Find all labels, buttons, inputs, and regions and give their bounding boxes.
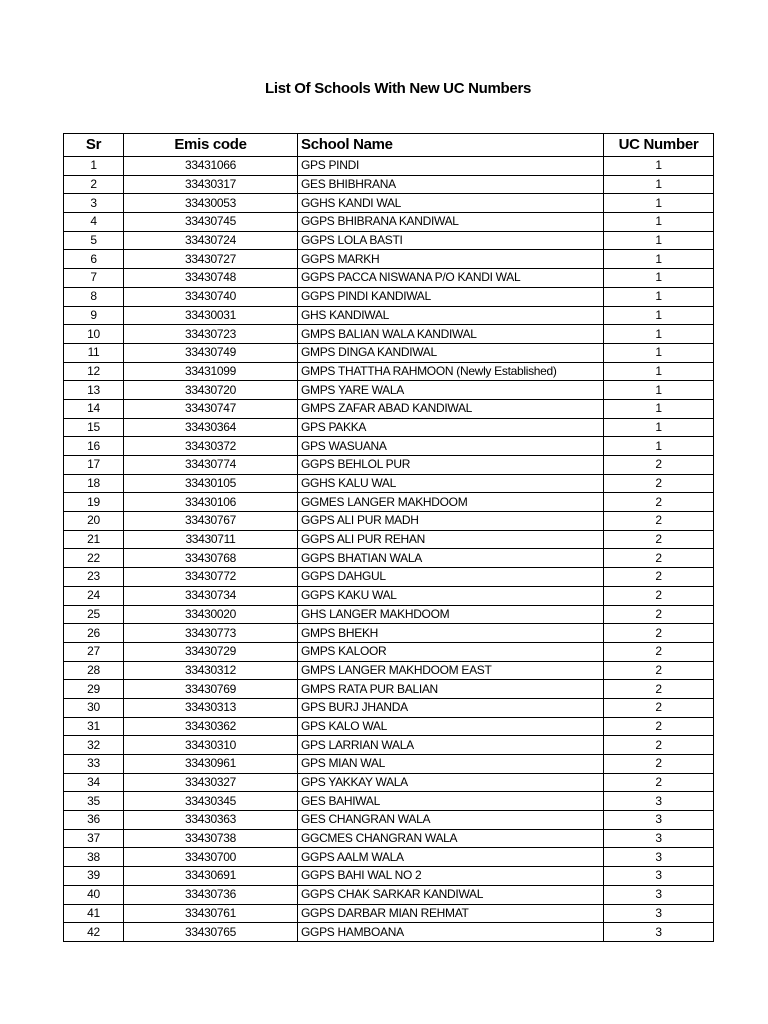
cell-sr: 42: [64, 923, 124, 942]
cell-emis-code: 33430106: [124, 493, 298, 512]
cell-emis-code: 33431066: [124, 157, 298, 176]
header-row: [64, 134, 714, 157]
cell-emis-code: 33430020: [124, 605, 298, 624]
cell-uc-number: 2: [604, 530, 714, 549]
cell-sr: 19: [64, 493, 124, 512]
table-row: [64, 474, 714, 493]
cell-sr: 17: [64, 456, 124, 475]
table-row: [64, 306, 714, 325]
cell-school-name: GPS PINDI: [298, 157, 604, 176]
cell-uc-number: 2: [604, 755, 714, 774]
cell-sr: 18: [64, 474, 124, 493]
cell-school-name: GGPS PINDI KANDIWAL: [298, 287, 604, 306]
table-header: [64, 134, 714, 157]
cell-school-name: GGPS CHAK SARKAR KANDIWAL: [298, 885, 604, 904]
table-row: [64, 287, 714, 306]
cell-school-name: GMPS DINGA KANDIWAL: [298, 343, 604, 362]
cell-school-name: GHS LANGER MAKHDOOM: [298, 605, 604, 624]
cell-uc-number: 3: [604, 923, 714, 942]
cell-sr: 33: [64, 755, 124, 774]
header-school-name: School Name: [298, 134, 604, 157]
cell-school-name: GGPS PACCA NISWANA P/O KANDI WAL: [298, 269, 604, 288]
cell-sr: 24: [64, 586, 124, 605]
cell-sr: 9: [64, 306, 124, 325]
table-row: [64, 736, 714, 755]
cell-sr: 21: [64, 530, 124, 549]
cell-emis-code: 33430769: [124, 680, 298, 699]
cell-uc-number: 1: [604, 306, 714, 325]
table-row: [64, 568, 714, 587]
cell-uc-number: 1: [604, 362, 714, 381]
cell-uc-number: 2: [604, 605, 714, 624]
cell-uc-number: 2: [604, 512, 714, 531]
table-row: [64, 157, 714, 176]
table-row: [64, 904, 714, 923]
cell-sr: 35: [64, 792, 124, 811]
cell-sr: 11: [64, 343, 124, 362]
cell-emis-code: 33430736: [124, 885, 298, 904]
cell-school-name: GES BHIBHRANA: [298, 175, 604, 194]
cell-emis-code: 33430700: [124, 848, 298, 867]
cell-emis-code: 33430711: [124, 530, 298, 549]
cell-emis-code: 33430313: [124, 698, 298, 717]
cell-sr: 37: [64, 829, 124, 848]
cell-sr: 12: [64, 362, 124, 381]
cell-sr: 7: [64, 269, 124, 288]
cell-sr: 3: [64, 194, 124, 213]
cell-uc-number: 2: [604, 736, 714, 755]
cell-school-name: GGPS BEHLOL PUR: [298, 456, 604, 475]
cell-school-name: GMPS THATTHA RAHMOON (Newly Established): [298, 362, 604, 381]
cell-uc-number: 1: [604, 437, 714, 456]
cell-sr: 27: [64, 642, 124, 661]
cell-school-name: GGPS ALI PUR MADH: [298, 512, 604, 531]
cell-emis-code: 33430724: [124, 231, 298, 250]
cell-sr: 16: [64, 437, 124, 456]
table-row: [64, 213, 714, 232]
table-row: [64, 418, 714, 437]
table-row: [64, 717, 714, 736]
cell-school-name: GMPS ZAFAR ABAD KANDIWAL: [298, 399, 604, 418]
cell-emis-code: 33430740: [124, 287, 298, 306]
cell-uc-number: 2: [604, 493, 714, 512]
table-row: [64, 605, 714, 624]
cell-uc-number: 3: [604, 885, 714, 904]
cell-emis-code: 33430729: [124, 642, 298, 661]
cell-school-name: GGPS MARKH: [298, 250, 604, 269]
cell-sr: 23: [64, 568, 124, 587]
table-row: [64, 512, 714, 531]
cell-emis-code: 33430031: [124, 306, 298, 325]
cell-school-name: GHS KANDIWAL: [298, 306, 604, 325]
cell-school-name: GGPS LOLA BASTI: [298, 231, 604, 250]
cell-uc-number: 2: [604, 661, 714, 680]
cell-emis-code: 33430747: [124, 399, 298, 418]
cell-emis-code: 33430738: [124, 829, 298, 848]
cell-sr: 32: [64, 736, 124, 755]
table-row: [64, 399, 714, 418]
header-emis-code: Emis code: [124, 134, 298, 157]
cell-emis-code: 33430691: [124, 867, 298, 886]
cell-sr: 34: [64, 773, 124, 792]
table-row: [64, 437, 714, 456]
cell-emis-code: 33430749: [124, 343, 298, 362]
cell-sr: 29: [64, 680, 124, 699]
cell-emis-code: 33430362: [124, 717, 298, 736]
cell-school-name: GGCMES CHANGRAN WALA: [298, 829, 604, 848]
cell-emis-code: 33430345: [124, 792, 298, 811]
cell-school-name: GGPS HAMBOANA: [298, 923, 604, 942]
table-row: [64, 586, 714, 605]
cell-emis-code: 33430364: [124, 418, 298, 437]
cell-sr: 28: [64, 661, 124, 680]
cell-uc-number: 3: [604, 811, 714, 830]
table-row: [64, 624, 714, 643]
cell-emis-code: 33430767: [124, 512, 298, 531]
cell-uc-number: 1: [604, 269, 714, 288]
cell-school-name: GGPS KAKU WAL: [298, 586, 604, 605]
cell-uc-number: 3: [604, 829, 714, 848]
cell-school-name: GPS PAKKA: [298, 418, 604, 437]
cell-emis-code: 33430327: [124, 773, 298, 792]
table-row: [64, 848, 714, 867]
table-row: [64, 175, 714, 194]
table-row: [64, 773, 714, 792]
cell-sr: 15: [64, 418, 124, 437]
table-row: [64, 269, 714, 288]
table-row: [64, 829, 714, 848]
cell-school-name: GGPS BHATIAN WALA: [298, 549, 604, 568]
cell-emis-code: 33430727: [124, 250, 298, 269]
cell-emis-code: 33430961: [124, 755, 298, 774]
cell-school-name: GGPS BAHI WAL NO 2: [298, 867, 604, 886]
cell-sr: 41: [64, 904, 124, 923]
cell-uc-number: 3: [604, 904, 714, 923]
cell-school-name: GPS MIAN WAL: [298, 755, 604, 774]
cell-emis-code: 33430774: [124, 456, 298, 475]
header-sr: Sr: [64, 134, 124, 157]
cell-sr: 13: [64, 381, 124, 400]
cell-sr: 10: [64, 325, 124, 344]
cell-school-name: GPS WASUANA: [298, 437, 604, 456]
cell-sr: 14: [64, 399, 124, 418]
cell-school-name: GMPS BALIAN WALA KANDIWAL: [298, 325, 604, 344]
cell-uc-number: 2: [604, 624, 714, 643]
cell-emis-code: 33430768: [124, 549, 298, 568]
table-row: [64, 456, 714, 475]
cell-school-name: GES BAHIWAL: [298, 792, 604, 811]
cell-sr: 8: [64, 287, 124, 306]
table-row: [64, 530, 714, 549]
table-row: [64, 194, 714, 213]
table-row: [64, 811, 714, 830]
table-row: [64, 792, 714, 811]
table-row: [64, 661, 714, 680]
cell-sr: 31: [64, 717, 124, 736]
cell-uc-number: 2: [604, 717, 714, 736]
table-row: [64, 680, 714, 699]
table-row: [64, 867, 714, 886]
table-row: [64, 698, 714, 717]
cell-emis-code: 33431099: [124, 362, 298, 381]
cell-emis-code: 33430105: [124, 474, 298, 493]
table-row: [64, 325, 714, 344]
cell-emis-code: 33430317: [124, 175, 298, 194]
cell-uc-number: 1: [604, 399, 714, 418]
table-row: [64, 755, 714, 774]
cell-emis-code: 33430745: [124, 213, 298, 232]
cell-school-name: GPS KALO WAL: [298, 717, 604, 736]
cell-uc-number: 2: [604, 474, 714, 493]
cell-sr: 36: [64, 811, 124, 830]
cell-sr: 25: [64, 605, 124, 624]
cell-school-name: GMPS RATA PUR BALIAN: [298, 680, 604, 699]
table-row: [64, 493, 714, 512]
cell-uc-number: 1: [604, 194, 714, 213]
cell-emis-code: 33430761: [124, 904, 298, 923]
cell-school-name: GGPS BHIBRANA KANDIWAL: [298, 213, 604, 232]
cell-uc-number: 2: [604, 642, 714, 661]
cell-uc-number: 2: [604, 456, 714, 475]
cell-sr: 26: [64, 624, 124, 643]
cell-school-name: GMPS KALOOR: [298, 642, 604, 661]
schools-table: [63, 133, 714, 942]
cell-sr: 5: [64, 231, 124, 250]
cell-emis-code: 33430773: [124, 624, 298, 643]
cell-uc-number: 1: [604, 157, 714, 176]
cell-school-name: GGMES LANGER MAKHDOOM: [298, 493, 604, 512]
cell-uc-number: 3: [604, 848, 714, 867]
cell-uc-number: 2: [604, 773, 714, 792]
table-row: [64, 381, 714, 400]
cell-sr: 22: [64, 549, 124, 568]
cell-emis-code: 33430312: [124, 661, 298, 680]
cell-school-name: GPS BURJ JHANDA: [298, 698, 604, 717]
cell-sr: 40: [64, 885, 124, 904]
cell-uc-number: 3: [604, 792, 714, 811]
cell-school-name: GGHS KANDI WAL: [298, 194, 604, 213]
table-row: [64, 231, 714, 250]
cell-school-name: GMPS BHEKH: [298, 624, 604, 643]
cell-emis-code: 33430310: [124, 736, 298, 755]
cell-sr: 39: [64, 867, 124, 886]
cell-school-name: GGPS DAHGUL: [298, 568, 604, 587]
cell-uc-number: 1: [604, 213, 714, 232]
cell-emis-code: 33430772: [124, 568, 298, 587]
cell-school-name: GGPS DARBAR MIAN REHMAT: [298, 904, 604, 923]
cell-uc-number: 1: [604, 325, 714, 344]
cell-sr: 30: [64, 698, 124, 717]
cell-emis-code: 33430748: [124, 269, 298, 288]
header-uc-number: UC Number: [604, 134, 714, 157]
cell-uc-number: 1: [604, 231, 714, 250]
cell-uc-number: 2: [604, 568, 714, 587]
cell-school-name: GMPS LANGER MAKHDOOM EAST: [298, 661, 604, 680]
table-row: [64, 549, 714, 568]
cell-school-name: GGHS KALU WAL: [298, 474, 604, 493]
table-row: [64, 885, 714, 904]
cell-uc-number: 1: [604, 175, 714, 194]
cell-school-name: GMPS YARE WALA: [298, 381, 604, 400]
table-row: [64, 343, 714, 362]
cell-sr: 2: [64, 175, 124, 194]
table-row: [64, 362, 714, 381]
cell-sr: 20: [64, 512, 124, 531]
table-row: [64, 642, 714, 661]
cell-emis-code: 33430053: [124, 194, 298, 213]
cell-emis-code: 33430372: [124, 437, 298, 456]
cell-school-name: GGPS AALM WALA: [298, 848, 604, 867]
document-title: List Of Schools With New UC Numbers: [264, 80, 532, 97]
cell-emis-code: 33430363: [124, 811, 298, 830]
cell-uc-number: 2: [604, 586, 714, 605]
cell-uc-number: 1: [604, 287, 714, 306]
cell-uc-number: 2: [604, 680, 714, 699]
table-row: [64, 250, 714, 269]
cell-emis-code: 33430720: [124, 381, 298, 400]
cell-sr: 1: [64, 157, 124, 176]
cell-uc-number: 3: [604, 867, 714, 886]
cell-uc-number: 1: [604, 381, 714, 400]
cell-school-name: GGPS ALI PUR REHAN: [298, 530, 604, 549]
cell-emis-code: 33430734: [124, 586, 298, 605]
cell-uc-number: 1: [604, 418, 714, 437]
cell-sr: 6: [64, 250, 124, 269]
cell-school-name: GES CHANGRAN WALA: [298, 811, 604, 830]
table-row: [64, 923, 714, 942]
cell-uc-number: 2: [604, 698, 714, 717]
cell-uc-number: 2: [604, 549, 714, 568]
cell-sr: 4: [64, 213, 124, 232]
cell-sr: 38: [64, 848, 124, 867]
cell-school-name: GPS LARRIAN WALA: [298, 736, 604, 755]
cell-emis-code: 33430765: [124, 923, 298, 942]
cell-emis-code: 33430723: [124, 325, 298, 344]
cell-uc-number: 1: [604, 250, 714, 269]
cell-school-name: GPS YAKKAY WALA: [298, 773, 604, 792]
cell-uc-number: 1: [604, 343, 714, 362]
table-body: [64, 157, 714, 942]
